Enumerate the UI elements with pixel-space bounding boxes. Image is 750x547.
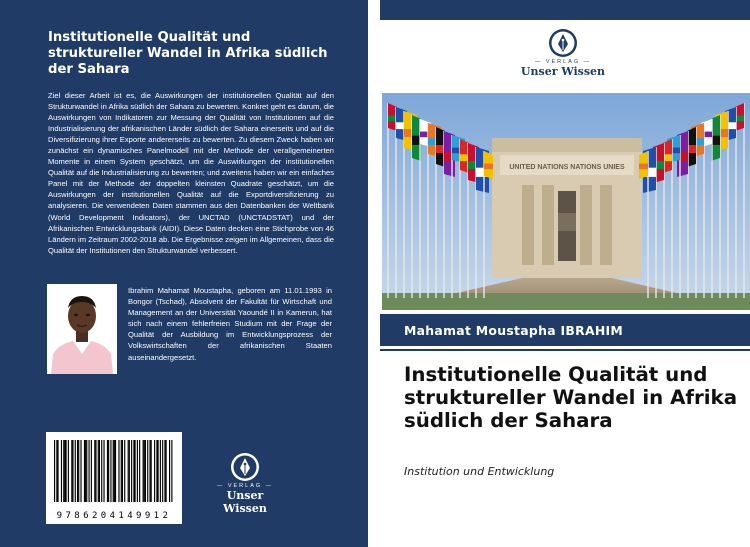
barcode-bar	[63, 440, 64, 502]
barcode-bar	[160, 440, 161, 502]
barcode-bar	[164, 440, 165, 502]
author-band	[380, 314, 750, 346]
barcode-bar	[169, 440, 170, 502]
barcode-bar	[129, 440, 130, 502]
divider-rule	[380, 349, 750, 351]
author-name: Mahamat Moustapha IBRAHIM	[404, 323, 624, 338]
barcode-bar	[166, 440, 167, 502]
barcode-bar	[107, 440, 108, 502]
barcode-bar	[154, 440, 155, 502]
barcode-bar	[94, 440, 95, 502]
barcode-bar	[71, 440, 72, 502]
fountain-pen-nib-logo-icon	[230, 452, 260, 482]
barcode-bar	[103, 440, 104, 502]
barcode-bar	[139, 440, 140, 502]
barcode-bar	[72, 440, 73, 502]
barcode-icon	[46, 436, 182, 514]
front-logo-verlag: — VERLAG —	[534, 59, 592, 65]
barcode-bar	[56, 440, 57, 502]
barcode-bar	[171, 440, 172, 502]
back-logo-verlag: — VERLAG —	[216, 483, 274, 489]
barcode-bar	[89, 440, 90, 502]
barcode-bar	[113, 440, 114, 502]
barcode-bar	[135, 440, 136, 502]
isbn-number: 9786204149912	[56, 511, 172, 521]
barcode-bar	[121, 440, 122, 502]
barcode-bar	[84, 440, 85, 502]
united-nations-building-photo	[382, 93, 750, 310]
barcode-bar	[128, 440, 129, 502]
barcode-bar	[162, 440, 163, 502]
barcode	[46, 432, 182, 524]
barcode-bar	[156, 440, 157, 502]
barcode-bar	[86, 440, 87, 502]
barcode-bar	[91, 440, 92, 502]
back-cover	[0, 0, 368, 547]
back-cover-title: Institutionelle Qualität und struktureller Wandel in Afrika südlich der Sahara	[48, 30, 328, 77]
back-cover-blurb: Ziel dieser Arbeit ist es, die Auswirkungen der institutionellen Qualität auf den Strukturwandel in Afrika südlich der Sahara zu bewerten. Konkret geht es darum, die Auswirkungen von Indikatoren zur Messung der Qualität von Institutionen auf die Industrialisierung der afrikanischen Länder südlich der Sahara einerseits und auf die Diversifizierung ihrer Exporte andererseits zu bewerten. Zu diesem Zweck haben wir zunächst ein dynamisches Panelmodell mit der Methode der verallgemeinerten Momente in einem System geschätzt, um die Auswirkungen der institutionellen Qualität auf die Industrialisierung zu bewerten; und zweitens haben wir ein einfaches Panel mit der Methode der doppelten kleinsten Quadrate geschätzt, um die Auswirkungen der institutionellen Qualität auf die Exportdiversifizierung zu analysieren. Die verwendeten Daten stammen aus den Datenbanken der Weltbank (World Development Indicators), der UNCTAD (UNCTADSTAT) und der Afrikanischen Entwicklungsbank (AIDI). Diese Daten decken eine Stichprobe von 46 Ländern im Zeitraum 2002-2018 ab. Die Ergebnisse zeigen im Allgemeinen, dass die Qualität der Institutionen den Strukturwandel verbessert.	[48, 91, 334, 255]
barcode-bar	[66, 440, 67, 502]
front-publisher-logo	[511, 28, 615, 78]
flag-stripe	[484, 164, 493, 170]
barcode-bar	[122, 440, 123, 502]
barcode-bar	[64, 440, 65, 502]
barcode-bar	[143, 440, 144, 502]
barcode-bar	[85, 440, 86, 502]
barcode-bar	[99, 440, 100, 502]
barcode-bar	[61, 440, 62, 502]
fountain-pen-nib-logo-icon	[548, 28, 578, 58]
barcode-bar	[80, 440, 81, 502]
building-inscription: UNITED NATIONS NATIONS UNIES	[509, 164, 625, 171]
flag-stripe	[639, 164, 648, 170]
front-cover-title: Institutionelle Qualität und struktureller Wandel in Afrika südlich der Sahara	[404, 363, 738, 433]
barcode-bar	[75, 440, 76, 502]
back-logo-brand: Unser Wissen	[223, 489, 267, 515]
back-publisher-logo	[205, 452, 285, 515]
barcode-bar	[151, 440, 152, 502]
barcode-bar	[147, 440, 148, 502]
barcode-bar	[149, 440, 150, 502]
barcode-bar	[54, 440, 55, 502]
barcode-bar	[137, 440, 138, 502]
barcode-bar	[145, 440, 146, 502]
barcode-bar	[115, 440, 116, 502]
front-cover-subtitle: Institution und Entwicklung	[404, 465, 555, 478]
barcode-bar	[133, 440, 134, 502]
barcode-bar	[124, 440, 125, 502]
barcode-bar	[57, 440, 58, 502]
author-bio: Ibrahim Mahamat Moustapha, geboren am 11.01.1993 in Bongor (Tschad), Absolvent der Fakultät für Wirtschaft und Management an der Universität Yaoundé II in Kamerun, hat sich nach einem fehlerfreien Studium mit der Frage der Qualität der Ausbildung im Entwicklungsprozess der Volkswirtschaften der afrikanischen Staaten auseinandergesetzt.	[128, 286, 332, 362]
barcode-bar	[110, 440, 111, 502]
barcode-bar	[95, 440, 96, 502]
barcode-bar	[114, 440, 115, 502]
front-cover	[380, 0, 750, 547]
barcode-bar	[158, 440, 159, 502]
barcode-bar	[108, 440, 109, 502]
barcode-bar	[77, 440, 78, 502]
barcode-bar	[68, 440, 69, 502]
top-band	[380, 0, 750, 20]
barcode-bar	[78, 440, 79, 502]
author-photo	[47, 284, 117, 374]
barcode-bar	[144, 440, 145, 502]
barcode-bar	[98, 440, 99, 502]
barcode-bar	[101, 440, 102, 502]
barcode-bar	[118, 440, 119, 502]
front-logo-brand: Unser Wissen	[520, 65, 606, 78]
barcode-bar	[131, 440, 132, 502]
